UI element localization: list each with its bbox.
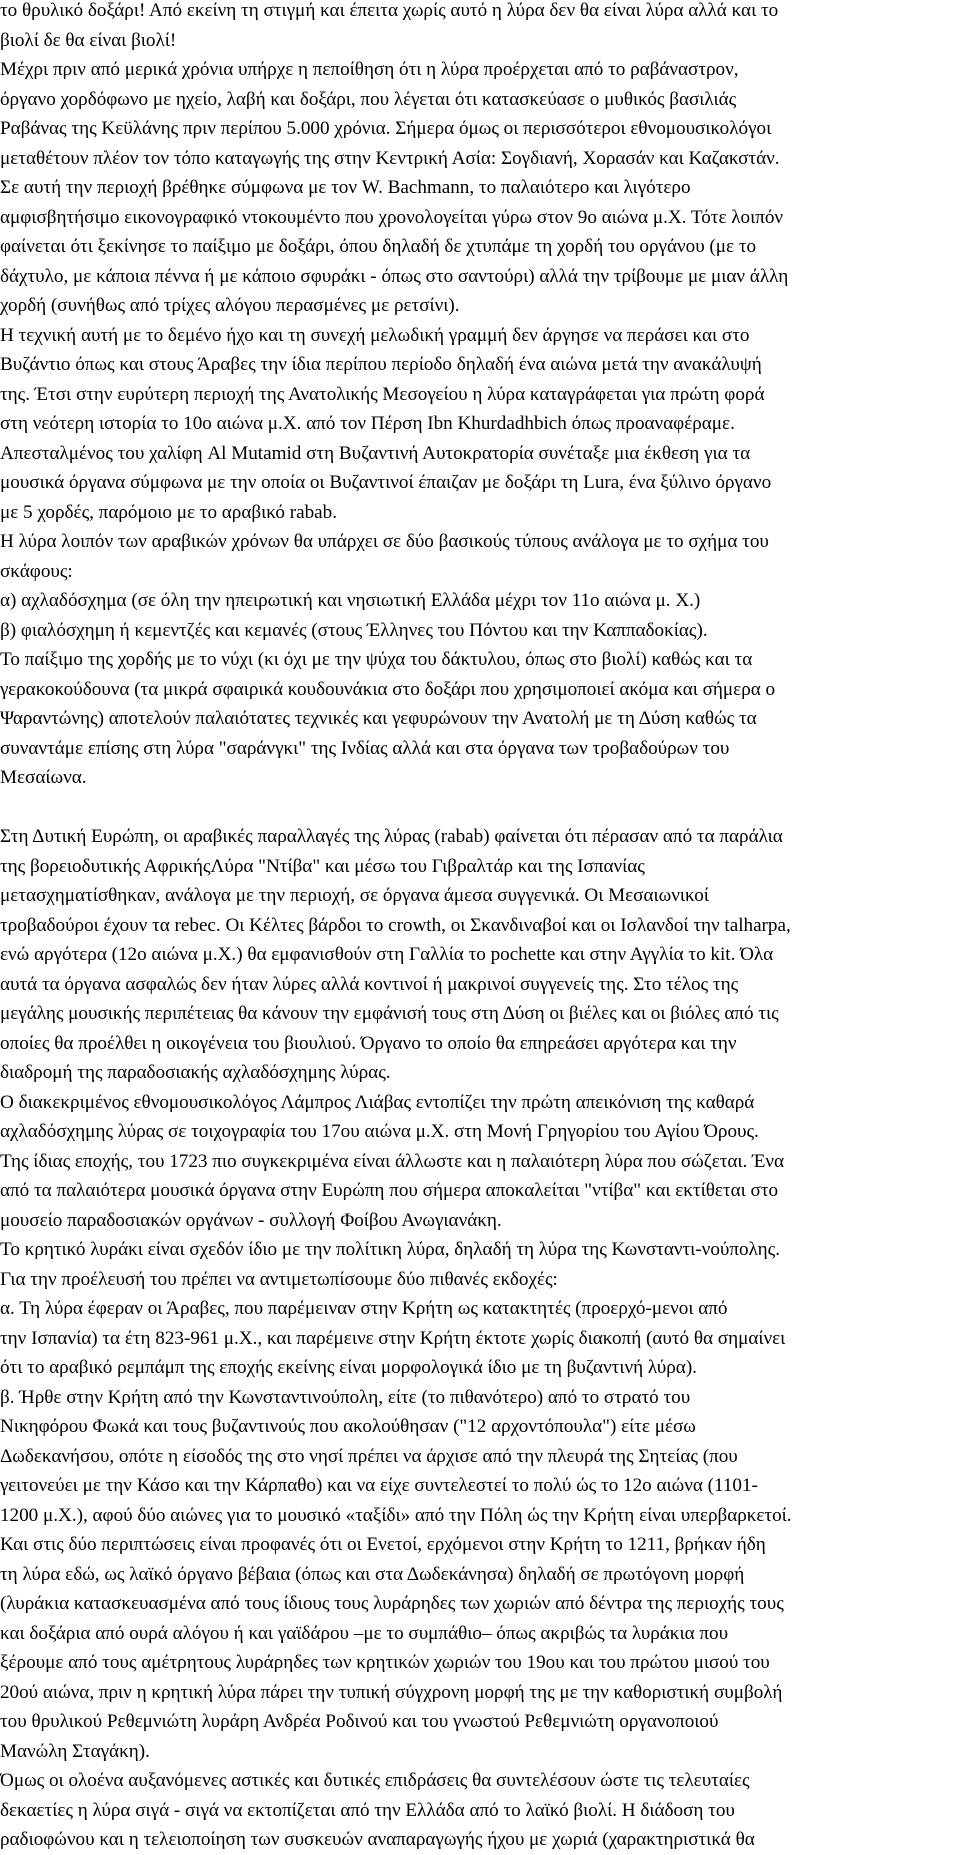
text-line: βιολί δε θα είναι βιολί! (0, 29, 177, 51)
text-line: Δωδεκανήσου, οπότε η είσοδός της στο νησί πρέπει να άρχισε από την πλευρά της Σητείας (που (0, 1445, 738, 1467)
text-line: διαδρομή της παραδοσιακής αχλαδόσχημης λύρας. (0, 1062, 391, 1083)
text-line: μετασχηματίσθηκαν, ανάλογα με την περιοχή, σε όργανα άμεσα συγγενικά. Οι Μεσαιωνικοί (0, 885, 709, 906)
text-line: ραδιοφώνου και η τελειοποίηση των συσκευών αναπαραγωγής ήχου με χωριά (χαρακτηριστικά θα (0, 1829, 755, 1850)
text-line: από τα παλαιότερα μουσικά όργανα στην Ευρώπη που σήμερα αποκαλείται "ντίβα" και εκτίθεται στο (0, 1180, 779, 1201)
text-line: μουσείο παραδοσιακών οργάνων - συλλογή Φοίβου Ανωγιανάκη. (0, 1209, 502, 1231)
text-line: Απεσταλμένος του χαλίφη Al Mutamid στη Βυζαντινή Αυτοκρατορία συνέταξε μια έκθεση για τα (0, 442, 751, 464)
text-line: και δοξάρια από ουρά αλόγου ή και γαϊδάρου –με το συμπάθιο– όπως ακριβώς τα λυράκια που (0, 1622, 729, 1644)
text-line: δεκαετίες η λύρα σιγά - σιγά να εκτοπίζεται από την Ελλάδα από το λαϊκό βιολί. Η διάδοση του (0, 1799, 735, 1821)
text-line: Το παίξιμο της χορδής με το νύχι (κι όχι με την ψύχα του δάκτυλου, όπως στο βιολί) καθώς και τα (0, 649, 753, 670)
text-line: Στη Δυτική Ευρώπη, οι αραβικές παραλλαγές της λύρας (rabab) φαίνεται ότι πέρασαν από τα παράλια (0, 826, 783, 847)
blank-line (0, 793, 956, 823)
text-line: ενώ αργότερα (12ο αιώνα μ.Χ.) θα εμφανισθούν στη Γαλλία το pochette και στην Αγγλία το kit. Όλα (0, 944, 774, 965)
text-line: συναντάμε επίσης στη λύρα "σαράνγκι" της Ινδίας αλλά και στα όργανα των τροβαδούρων του (0, 737, 730, 759)
text-line: ξέρουμε από τους αμέτρητους λυράρηδες των κρητικών χωριών του 19ου και του πρώτου μισού του (0, 1652, 770, 1673)
text-line: (λυράκια κατασκευασμένα από τους ίδιους τους λυράρηδες των χωριών από δέντρα της περιοχής τους (0, 1593, 784, 1614)
text-line: Βυζάντιο όπως και στους Άραβες την ίδια περίπου περίοδο δηλαδή ένα αιώνα μετά την ανακάλυψή (0, 354, 762, 375)
text-line: το θρυλικό δοξάρι! Από εκείνη τη στιγμή και έπειτα χωρίς αυτό η λύρα δεν θα είναι λύρα αλλά και το (0, 0, 779, 21)
text-line: Το κρητικό λυράκι είναι σχεδόν ίδιο με την πολίτικη λύρα, δηλαδή τη λύρα της Κωνσταντι-νούπολης. (0, 1239, 780, 1260)
text-line: Για την προέλευσή του πρέπει να αντιμετωπίσουμε δύο πιθανές εκδοχές: (0, 1268, 558, 1290)
text-line: α. Τη λύρα έφεραν οι Άραβες, που παρέμειναν στην Κρήτη ως κατακτητές (προερχό-μενοι από (0, 1298, 728, 1319)
text-line: Όμως οι ολοένα αυξανόμενες αστικές και δυτικές επιδράσεις θα συντελέσουν ώστε τις τελευταίες (0, 1770, 750, 1791)
text-line: Μέχρι πριν από μερικά χρόνια υπήρχε η πεποίθηση ότι η λύρα προέρχεται από το ραβάναστρον, (0, 59, 739, 80)
text-line: Και στις δύο περιπτώσεις είναι προφανές ότι οι Ενετοί, ερχόμενοι στην Κρήτη το 1211, βρήκαν ήδη (0, 1534, 766, 1555)
text-line: Η λύρα λοιπόν των αραβικών χρόνων θα υπάρχει σε δύο βασικούς τύπους ανάλογα με το σχήμα του (0, 531, 769, 552)
text-line: Η τεχνική αυτή με το δεμένο ήχο και τη συνεχή μελωδική γραμμή δεν άργησε να περάσει και στο (0, 324, 750, 346)
text-line: γερακοκούδουνα (τα μικρά σφαιρικά κουδουνάκια στο δοξάρι που χρησιμοποιεί ακόμα και σήμερα ο (0, 678, 776, 700)
text-line: 1200 μ.Χ.), αφού δύο αιώνες για το μουσικό «ταξίδι» από την Πόλη ώς την Κρήτη είναι υπερβαρκετοί. (0, 1504, 792, 1526)
text-line: δάχτυλο, με κάποια πέννα ή με κάποιο σφυράκι - όπως στο σαντούρι) αλλά την τρίβουμε με μιαν άλλη (0, 265, 789, 287)
text-line: όργανο χορδόφωνο με ηχείο, λαβή και δοξάρι, που λέγεται ότι κατασκεύασε ο μυθικός βασιλιάς (0, 88, 737, 110)
text-line: Ο διακεκριμένος εθνομουσικολόγος Λάμπρος Λιάβας εντοπίζει την πρώτη απεικόνιση της καθαρά (0, 1091, 755, 1113)
text-line: Νικηφόρου Φωκά και τους βυζαντινούς που ακολούθησαν ("12 αρχοντόπουλα") είτε μέσω (0, 1416, 696, 1437)
text-line: μεγάλης μουσικής περιπέτειας θα κάνουν την εμφάνισή τους στη Δύση οι βιέλες και οι βιόλες από τις (0, 1003, 779, 1024)
text-line: αμφισβητήσιμο εικονογραφικό ντοκουμέντο που χρονολογείται γύρω στον 9ο αιώνα μ.Χ. Τότε λοιπόν (0, 206, 784, 228)
text-line: τη λύρα εδώ, ως λαϊκό όργανο βέβαια (όπως και στα Δωδεκάνησα) δηλαδή σε πρωτόγονη μορφή (0, 1563, 745, 1585)
text-line: χορδή (συνήθως από τρίχες αλόγου περασμένες με ρετσίνι). (0, 295, 460, 316)
text-line: με 5 χορδές, παρόμοιο με το αραβικό rabab. (0, 501, 337, 523)
text-line: β) φιαλόσχημη ή κεμεντζές και κεμανές (στους Έλληνες του Πόντου και την Καππαδοκίας). (0, 619, 708, 641)
text-line: Μανώλη Σταγάκη). (0, 1740, 150, 1762)
text-line: α) αχλαδόσχημα (σε όλη την ηπειρωτική και νησιωτική Ελλάδα μέχρι τον 11ο αιώνα μ. Χ.) (0, 590, 701, 611)
text-line: Σε αυτή την περιοχή βρέθηκε σύμφωνα με τον W. Bachmann, το παλαιότερο και λιγότερο (0, 177, 691, 198)
text-line: β. Ήρθε στην Κρήτη από την Κωνσταντινούπολη, είτε (το πιθανότερο) από το στρατό του (0, 1386, 691, 1408)
text-line: Ραβάνας της Κεϋλάνης πριν περίπου 5.000 χρόνια. Σήμερα όμως οι περισσότεροι εθνομουσικολόγοι (0, 118, 772, 139)
text-line: μουσικά όργανα σύμφωνα με την οποία οι Βυζαντινοί έπαιζαν με δοξάρι τη Lura, ένα ξύλινο όργανο (0, 472, 772, 493)
text-line: φαίνεται ότι ξεκίνησε το παίξιμο με δοξάρι, όπου δηλαδή δε χτυπάμε τη χορδή του οργάνου (με το (0, 236, 757, 257)
text-line: στη νεότερη ιστορία το 10ο αιώνα μ.Χ. από τον Πέρση Ibn Khurdadhbich όπως προαναφέραμε. (0, 413, 735, 434)
text-line: 20ού αιώνα, πριν η κρητική λύρα πάρει την τυπική σύγχρονη μορφή της με την καθοριστική συμβολή (0, 1681, 783, 1703)
text-line: Μεσαίωνα. (0, 767, 87, 788)
text-line: Της ίδιας εποχής, του 1723 πιο συγκεκριμένα είναι άλλωστε και η παλαιότερη λύρα που σώζεται. Ένα (0, 1150, 785, 1172)
text-line: της. Έτσι στην ευρύτερη περιοχή της Ανατολικής Μεσογείου η λύρα καταγράφεται για πρώτη φορά (0, 383, 765, 405)
text-line: οποίες θα προέλθει η οικογένεια του βιουλιού. Όργανο το οποίο θα επηρεάσει αργότερα και την (0, 1032, 737, 1054)
text-line: του θρυλικού Ρεθεμνιώτη λυράρη Ανδρέα Ροδινού και του γνωστού Ρεθεμνιώτη οργανοποιού (0, 1711, 719, 1732)
text-line: μεταθέτουν πλέον τον τόπο καταγωγής της στην Κεντρική Ασία: Σογδιανή, Χορασάν και Καζακστάν. (0, 147, 780, 169)
text-line: την Ισπανία) τα έτη 823-961 μ.Χ., και παρέμεινε στην Κρήτη έκτοτε χωρίς διακοπή (αυτό θα σημαίνει (0, 1327, 786, 1349)
text-line: τροβαδούροι έχουν τα rebec. Οι Κέλτες βάρδοι το crowth, οι Σκανδιναβοί και οι Ισλανδοί την talharpa, (0, 914, 791, 936)
text-line: αυτά τα όργανα ασφαλώς δεν ήταν λύρες αλλά κοντινοί ή μακρινοί συγγενείς της. Στο τέλος της (0, 973, 739, 995)
text-line: της βορειοδυτικής ΑφρικήςΛύρα "Ντίβα" και μέσω του Γιβραλτάρ και της Ισπανίας (0, 855, 645, 877)
text-line: σκάφους: (0, 560, 73, 582)
text-line: Ψαραντώνης) αποτελούν παλαιότατες τεχνικές και γεφυρώνουν την Ανατολή με τη Δύση καθώς τα (0, 708, 757, 729)
text-line: γειτονεύει με την Κάσο και την Κάρπαθο) και να είχε συντελεστεί το πολύ ώς το 12ο αιώνα (1101- (0, 1475, 758, 1496)
text-line: αχλαδόσχημης λύρας σε τοιχογραφία του 17ου αιώνα μ.Χ. στη Μονή Γρηγορίου του Αγίου Όρους. (0, 1121, 759, 1142)
text-line: ότι το αραβικό ρεμπάμπ της εποχής εκείνης είναι μορφολογικά ίδιο με τη βυζαντινή λύρα). (0, 1357, 697, 1378)
